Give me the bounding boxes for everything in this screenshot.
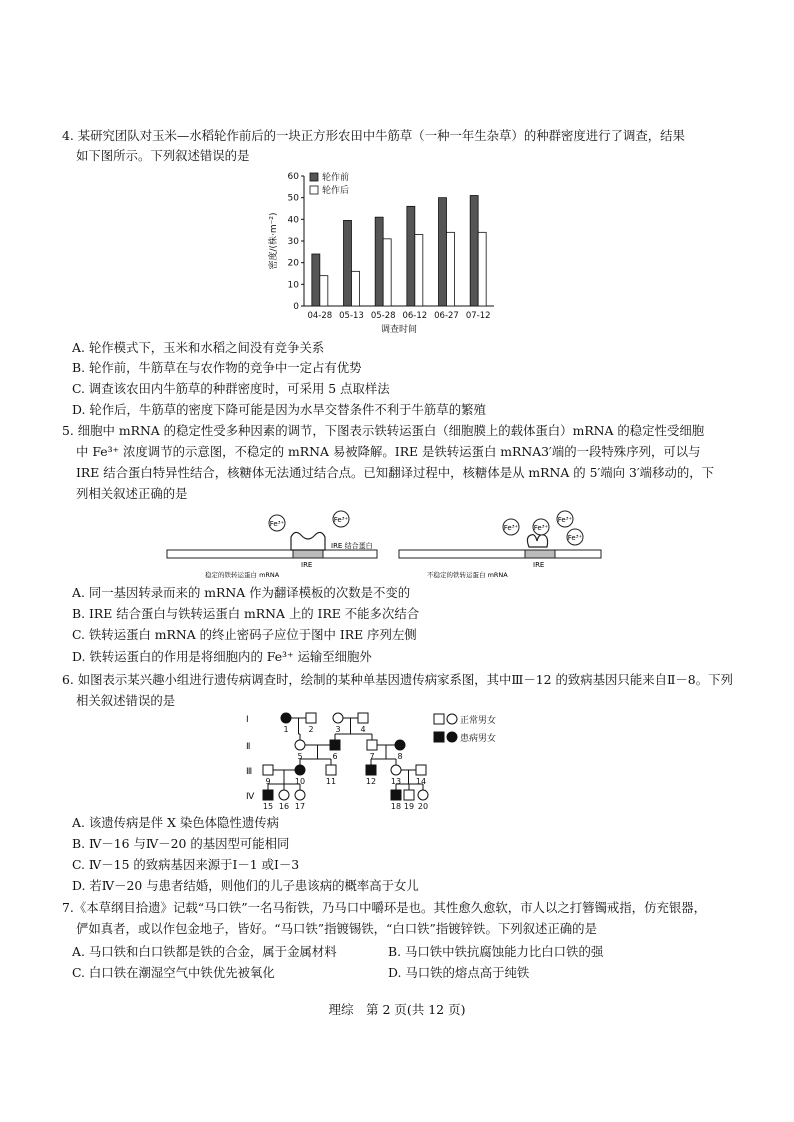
fe-label-6: Fe³⁺	[567, 534, 583, 542]
legend-normal-label: 正常男女	[460, 716, 497, 726]
y-tick-label: 20	[287, 258, 299, 269]
person-number: 3	[335, 725, 341, 734]
q4-option-c: C. 调查该农田内牛筋草的种群密度时，可采用 5 点取样法	[72, 381, 390, 396]
male-6	[330, 740, 340, 750]
bar-轮作前-07-12	[470, 196, 478, 307]
q5-option-a: A. 同一基因转录而来的 mRNA 作为翻译模板的次数是不变的	[72, 585, 411, 600]
male-2	[306, 713, 316, 723]
q5-option-b: B. IRE 结合蛋白与铁转运蛋白 mRNA 上的 IRE 不能多次结合	[72, 606, 420, 621]
person-number: 12	[365, 777, 377, 786]
x-tick-label: 05-13	[339, 311, 364, 321]
pedigree-chart	[238, 708, 568, 810]
fe-label-1: Fe³⁺	[269, 520, 285, 528]
q5-stem-line3: IRE 结合蛋白特异性结合，核糖体无法通过结合点。已知翻译过程中，核糖体是从 mRNA 的 5′端向 3′端移动的，下	[76, 465, 715, 480]
legend-label: 轮作前	[322, 173, 350, 183]
fe-label-3: Fe³⁺	[503, 524, 519, 532]
person-number: 17	[294, 802, 306, 810]
q4-stem-line1: 4. 某研究团队对玉米—水稻轮作前后的一块正方形农田中牛筋草（一种一年生杂草）的种群密度进行了调查，结果	[62, 128, 685, 143]
bar-轮作前-04-28	[312, 254, 320, 306]
x-tick-label: 04-28	[307, 311, 333, 321]
male-12	[366, 765, 376, 775]
q4-option-a: A. 轮作模式下，玉米和水稻之间没有竞争关系	[72, 340, 325, 355]
ire-label-left: IRE	[301, 561, 313, 569]
generation-label: Ⅳ	[246, 792, 255, 802]
generation-label: Ⅰ	[246, 715, 249, 725]
legend-affected-female	[447, 732, 457, 742]
q4-option-b: B. 轮作前，牛筋草在与农作物的竞争中一定占有优势	[72, 360, 362, 375]
fe-label-2: Fe³⁺	[333, 516, 349, 524]
person-number: 20	[417, 802, 429, 810]
y-tick-label: 50	[287, 193, 299, 204]
q7-option-d: D. 马口铁的熔点高于纯铁	[388, 965, 530, 980]
q7-option-b: B. 马口铁中铁抗腐蚀能力比白口铁的强	[388, 944, 604, 959]
x-tick-label: 07-12	[465, 311, 491, 321]
unstable-mrna-strand	[399, 550, 601, 558]
stable-mrna-caption: 稳定的铁转运蛋白 mRNA	[205, 571, 280, 579]
x-tick-label: 05-28	[370, 311, 396, 321]
y-tick-label: 30	[287, 237, 299, 247]
male-11	[326, 765, 336, 775]
female-16	[279, 790, 289, 800]
bar-轮作后-04-28	[320, 276, 328, 306]
bar-轮作后-06-27	[447, 232, 455, 306]
person-number: 4	[360, 725, 366, 734]
ire-label-right: IRE	[533, 561, 545, 569]
q5-stem-line1: 5. 细胞中 mRNA 的稳定性受多种因素的调节，下图表示铁转运蛋白（细胞膜上的载体蛋白）mRNA 的稳定性受细胞	[62, 423, 705, 438]
person-number: 19	[403, 802, 415, 810]
person-number: 16	[278, 802, 290, 810]
person-number: 14	[415, 777, 427, 786]
male-14	[416, 765, 426, 775]
person-number: 13	[390, 777, 402, 786]
fe-label-5: Fe³⁺	[557, 516, 573, 524]
q7-stem-line2: 俨如真者，或以作包金地子，皆好。“马口铁”指镀锡铁，“白口铁”指镀锌铁。下列叙述正确的是	[76, 921, 597, 936]
legend-normal-female	[447, 714, 457, 724]
male-18	[391, 790, 401, 800]
x-tick-label: 06-12	[402, 311, 428, 321]
person-number: 6	[332, 752, 338, 761]
person-number: 9	[265, 777, 271, 786]
female-8	[395, 740, 405, 750]
person-number: 8	[397, 752, 403, 761]
female-1	[281, 713, 291, 723]
legend-swatch	[310, 173, 318, 181]
male-19	[404, 790, 414, 800]
female-10	[295, 765, 305, 775]
ire-binding-protein-with-fe	[527, 535, 547, 547]
generation-label: Ⅲ	[246, 767, 253, 777]
person-number: 5	[297, 752, 303, 761]
q5-stem-line2: 中 Fe³⁺ 浓度调节的示意图，不稳定的 mRNA 易被降解。IRE 是铁转运蛋白 mRNA3′端的一段特殊序列，可以与	[76, 444, 701, 459]
bar-轮作后-06-12	[415, 235, 423, 307]
legend-normal-male	[434, 714, 444, 724]
person-number: 7	[369, 752, 375, 761]
female-3	[333, 713, 343, 723]
q6-option-c: C. Ⅳ－15 的致病基因来源于Ⅰ－1 或Ⅰ－3	[72, 857, 300, 872]
stable-mrna-strand	[167, 550, 377, 558]
person-number: 11	[325, 777, 337, 786]
q5-option-c: C. 铁转运蛋白 mRNA 的终止密码子应位于图中 IRE 序列左侧	[72, 627, 417, 642]
q6-option-a: A. 该遗传病是伴 X 染色体隐性遗传病	[72, 815, 279, 830]
ire-segment-right	[525, 550, 555, 558]
bar-轮作后-05-13	[352, 271, 360, 306]
generation-label: Ⅱ	[246, 742, 251, 752]
q6-option-d: D. 若Ⅳ－20 与患者结婚，则他们的儿子患该病的概率高于女儿	[72, 878, 419, 893]
bar-轮作前-06-27	[439, 198, 447, 306]
person-number: 18	[390, 802, 402, 810]
mrna-diagram	[165, 507, 605, 582]
person-number: 1	[283, 725, 289, 734]
page-footer: 理综 第 2 页(共 12 页)	[328, 1002, 466, 1017]
y-tick-label: 40	[287, 215, 299, 226]
legend-affected-label: 患病男女	[460, 734, 497, 744]
female-20	[418, 790, 428, 800]
x-tick-label: 06-27	[434, 311, 459, 321]
bar-轮作前-05-28	[375, 217, 383, 306]
y-tick-label: 60	[287, 172, 299, 182]
male-15	[263, 790, 273, 800]
ire-binding-protein	[291, 532, 325, 550]
bar-轮作前-05-13	[344, 220, 352, 306]
male-4	[358, 713, 368, 723]
male-7	[367, 740, 377, 750]
ire-binding-label: IRE 结合蛋白	[331, 542, 373, 550]
legend-label: 轮作后	[322, 186, 350, 196]
unstable-mrna-caption: 不稳定的铁转运蛋白 mRNA	[427, 571, 508, 579]
ire-segment-left	[293, 550, 323, 558]
female-13	[391, 765, 401, 775]
legend-swatch	[310, 186, 318, 194]
q6-stem-line1: 6. 如图表示某兴趣小组进行遗传病调查时，绘制的某种单基因遗传病家系图，其中Ⅲ－12 的致病基因只能来自Ⅱ－8。下列	[62, 672, 733, 687]
male-9	[263, 765, 273, 775]
q6-option-b: B. Ⅳ－16 与Ⅳ－20 的基因型可能相同	[72, 836, 290, 851]
q6-stem-line2: 相关叙述错误的是	[76, 693, 176, 708]
q4-stem-line2: 如下图所示。下列叙述错误的是	[76, 148, 250, 163]
y-tick-label: 10	[287, 280, 299, 291]
q5-option-d: D. 铁转运蛋白的作用是将细胞内的 Fe³⁺ 运输至细胞外	[72, 649, 372, 664]
female-5	[295, 740, 305, 750]
bar-轮作后-07-12	[478, 232, 486, 306]
fe-label-4: Fe³⁺	[533, 524, 549, 532]
person-number: 2	[308, 725, 314, 734]
q7-option-c: C. 白口铁在潮湿空气中铁优先被氧化	[72, 965, 275, 980]
person-number: 15	[262, 802, 274, 810]
female-17	[295, 790, 305, 800]
y-axis-title: 密度/(株·m⁻²)	[269, 212, 279, 270]
bar-轮作前-06-12	[407, 206, 415, 306]
q7-option-a: A. 马口铁和白口铁都是铁的合金，属于金属材料	[72, 944, 337, 959]
q7-stem-line1: 7.《本草纲目拾遗》记载“马口铁”一名马衔铁，乃马口中嚼环是也。其性愈久愈软，市人以之打簪镯戒指，仿充银器，	[62, 900, 707, 915]
y-tick-label: 0	[293, 302, 299, 312]
legend-affected-male	[434, 732, 444, 742]
q4-option-d: D. 轮作后，牛筋草的密度下降可能是因为水旱交替条件不利于牛筋草的繁殖	[72, 402, 486, 417]
x-axis-title: 调查时间	[380, 325, 418, 335]
person-number: 10	[294, 777, 306, 786]
bar-轮作后-05-28	[383, 239, 391, 306]
density-bar-chart	[262, 168, 502, 338]
q5-stem-line4: 列相关叙述正确的是	[76, 486, 188, 501]
